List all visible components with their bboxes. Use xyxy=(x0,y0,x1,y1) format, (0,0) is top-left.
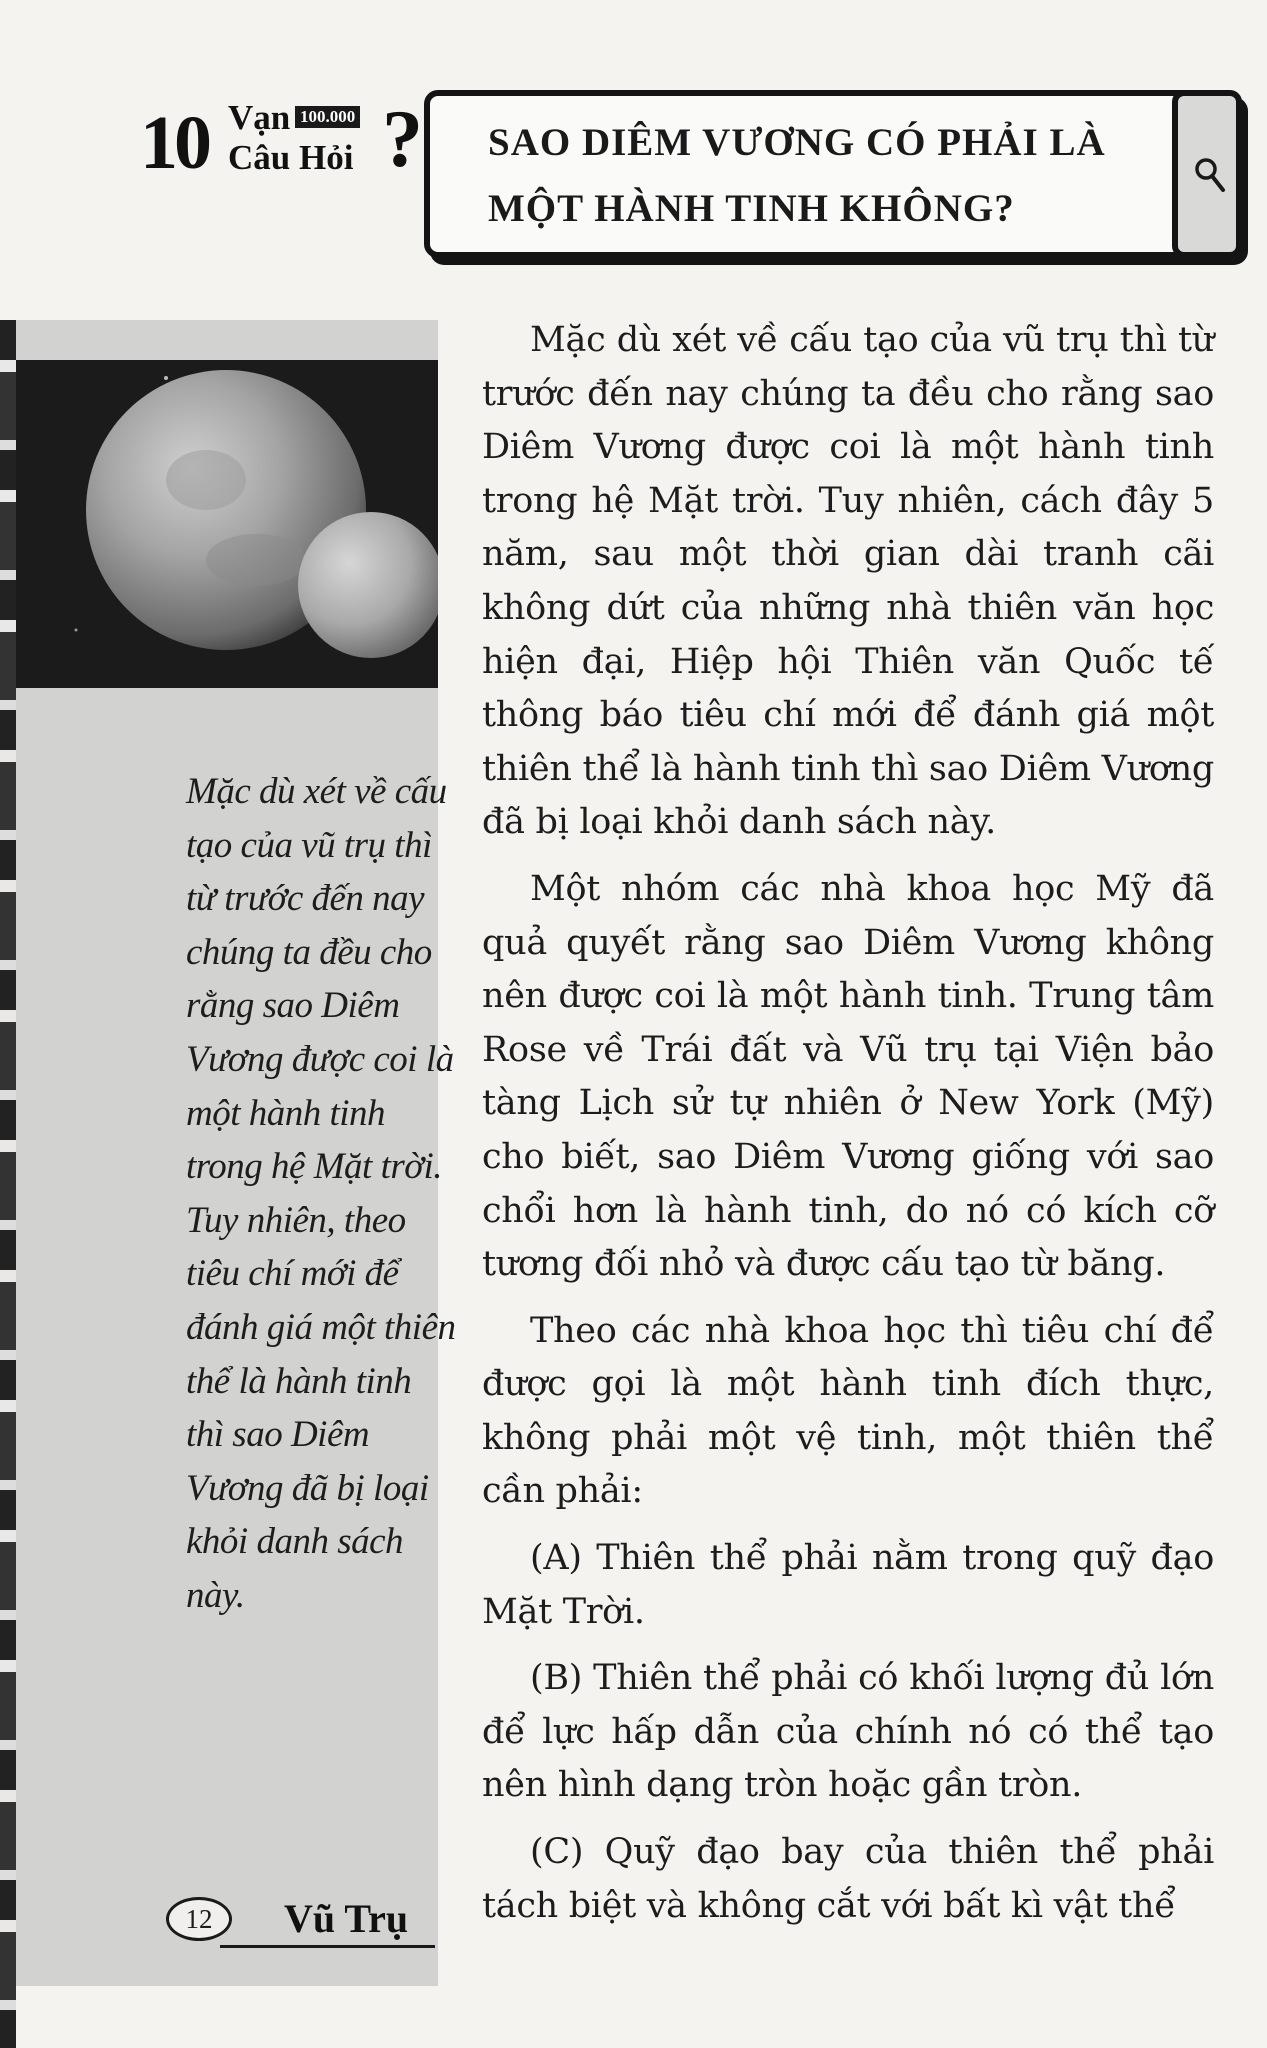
criterion-c: (C) Quỹ đạo bay của thiên thể phải tách biệt và không cắt với bất kì vật thể xyxy=(482,1832,1214,1926)
logo-question-mark: ? xyxy=(382,93,423,184)
page-edge-shadow xyxy=(0,320,16,2048)
logo-van: Vạn xyxy=(228,98,291,137)
logo-number: 10 xyxy=(140,101,208,185)
logo-cau-hoi: Câu Hỏi xyxy=(228,138,354,177)
criterion-a: (A) Thiên thể phải nằm trong quỹ đạo Mặt Trời. xyxy=(482,1538,1214,1632)
search-icon xyxy=(1192,154,1228,194)
paragraph-3: Theo các nhà khoa học thì tiêu chí để được gọi là một hành tinh đích thực, không phải một vệ tinh, một thiên thể cần phải: xyxy=(482,1310,1214,1512)
page-number: 12 xyxy=(166,1897,232,1941)
paragraph-1: Mặc dù xét về cấu tạo của vũ trụ thì từ trước đến nay chúng ta đều cho rằng sao Diêm Vương được coi là một hành tinh trong hệ Mặt trời. Tuy nhiên, cách đây 5 năm, sau một thời gian dài tranh cãi không dứt của những nhà thiên văn học hiện đại, Hiệp hội Thiên văn Quốc tế thông báo tiêu chí mới để đánh giá một thiên thể là hành tinh thì sao Diêm Vương đã bị loại khỏi danh sách này. xyxy=(482,320,1214,843)
article-body xyxy=(482,314,1214,1946)
pluto-charon-photo xyxy=(16,360,438,688)
book-logo xyxy=(140,93,423,188)
footer-rule xyxy=(220,1945,435,1948)
section-label: Vũ Trụ xyxy=(284,1896,409,1941)
criterion-b: (B) Thiên thể phải có khối lượng đủ lớn để lực hấp dẫn của chính nó có thể tạo nên hình dạng tròn hoặc gần tròn. xyxy=(482,1658,1214,1806)
sidebar-panel xyxy=(16,320,456,1986)
sidebar-caption: Mặc dù xét về cấu tạo của vũ trụ thì từ trước đến nay chúng ta đều cho rằng sao Diêm Vương được coi là một hành tinh trong hệ Mặt trời. Tuy nhiên, theo tiêu chí mới để đánh giá một thiên thể là hành tinh thì sao Diêm Vương đã bị loại khỏi danh sách này. xyxy=(186,771,456,1616)
logo-count-badge: 100.000 xyxy=(295,106,360,128)
page-footer xyxy=(160,1895,440,1955)
page-title: SAO DIÊM VƯƠNG CÓ PHẢI LÀ MỘT HÀNH TINH KHÔNG? xyxy=(488,121,1106,230)
paragraph-2: Một nhóm các nhà khoa học Mỹ đã quả quyết rằng sao Diêm Vương không nên được coi là một hành tinh. Trung tâm Rose về Trái đất và Vũ trụ tại Viện bảo tàng Lịch sử tự nhiên ở New York (Mỹ) cho biết, sao Diêm Vương giống với sao chổi hơn là hành tinh, do nó có kích cỡ tương đối nhỏ và được cấu tạo từ băng. xyxy=(482,868,1214,1285)
title-box xyxy=(424,90,1242,258)
title-tab xyxy=(1172,90,1242,258)
